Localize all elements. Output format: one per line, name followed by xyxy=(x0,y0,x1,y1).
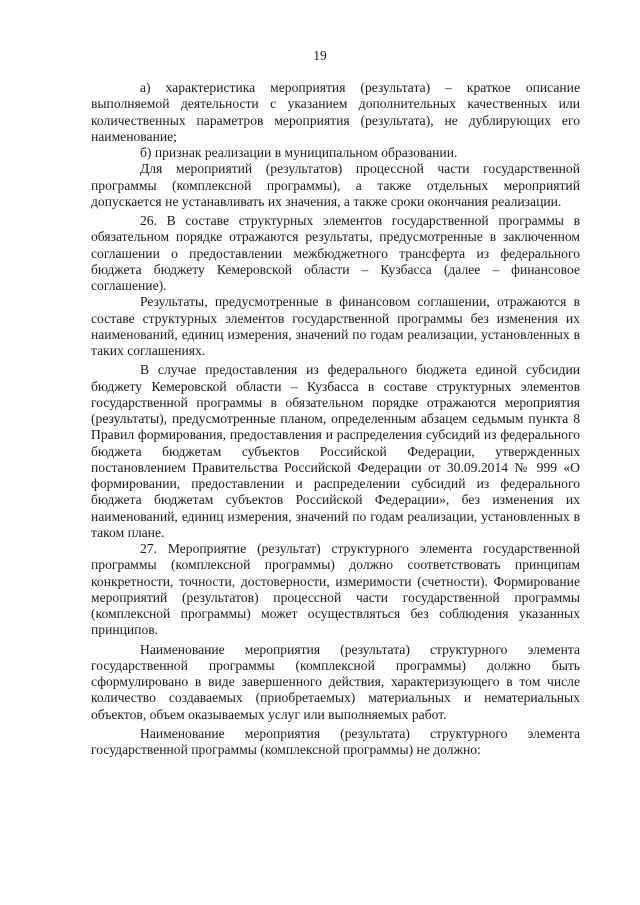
paragraph-naming-must-not: Наименование мероприятия (результата) структурного элемента государственной программы (комплексной программы) не должно: xyxy=(91,725,580,757)
paragraph-27-principles: 27. Мероприятие (результат) структурного элемента государственной программы (комплексной программы) должно соответствовать принципам конкретности, точности, достоверности, измеримости (счетности). Формирование мероприятий (результатов) процессной части государственной программы (комплексной программы) может осуществляться без соблюдения указанных принципов. xyxy=(91,541,580,638)
paragraph-process-part-values: Для мероприятий (результатов) процессной части государственной программы (комплексной программы), а также отдельных мероприятий допускается не устанавливать их значения, а также сроки окончания реализации. xyxy=(91,161,580,209)
paragraph-26-results: 26. В составе структурных элементов государственной программы в обязательном порядке отражаются результаты, предусмотренные в заключенном соглашении о предоставлении межбюджетного трансферта из федерального бюджета бюджету Кемеровской области – Кузбасса (далее – финансовое соглашение). xyxy=(91,213,580,293)
paragraph-single-subsidy: В случае предоставления из федерального бюджета единой субсидии бюджету Кемеровской области – Кузбасса в составе структурных элементов государственной программы в обязательном порядке отражаются мероприятия (результаты), предусмотренные планом, определенным абзацем седьмым пункта 8 Правил формирования, предоставления и распределения субсидий из федерального бюджета бюджетам субъектов Российской Федерации, утвержденных постановлением Правительства Российской Федерации от 30.09.2014 № 999 «О формировании, предоставлении и распределении субсидий из федерального бюджета бюджетам субъектов Российской Федерации», без изменения их наименований, единиц измерения, значений по годам реализации, установленных в таком плане. xyxy=(91,362,580,540)
paragraph-naming-completed-action: Наименование мероприятия (результата) структурного элемента государственной программы (комплексной программы) должно быть сформулировано в виде завершенного действия, характеризующего в том числе количество создаваемых (приобретаемых) материальных и нематериальных объектов, объем оказываемых услуг или выполняемых работ. xyxy=(91,641,580,722)
paragraph-a-characteristic: а) характеристика мероприятия (результата) – краткое описание выполняемой деятельности с указанием дополнительных качественных или количественных параметров мероприятия (результата), не дублирующих его наименование; xyxy=(91,80,580,144)
page-number: 19 xyxy=(313,48,327,63)
paragraph-b-municipal-sign: б) признак реализации в муниципальном образовании. xyxy=(140,145,458,160)
document-body xyxy=(91,80,580,758)
paragraph-financial-agreement-results: Результаты, предусмотренные в финансовом соглашении, отражаются в составе структурных элементов государственной программы без изменения их наименований, единиц измерения, значений по годам реализации, установленных в таких соглашениях. xyxy=(91,294,580,358)
